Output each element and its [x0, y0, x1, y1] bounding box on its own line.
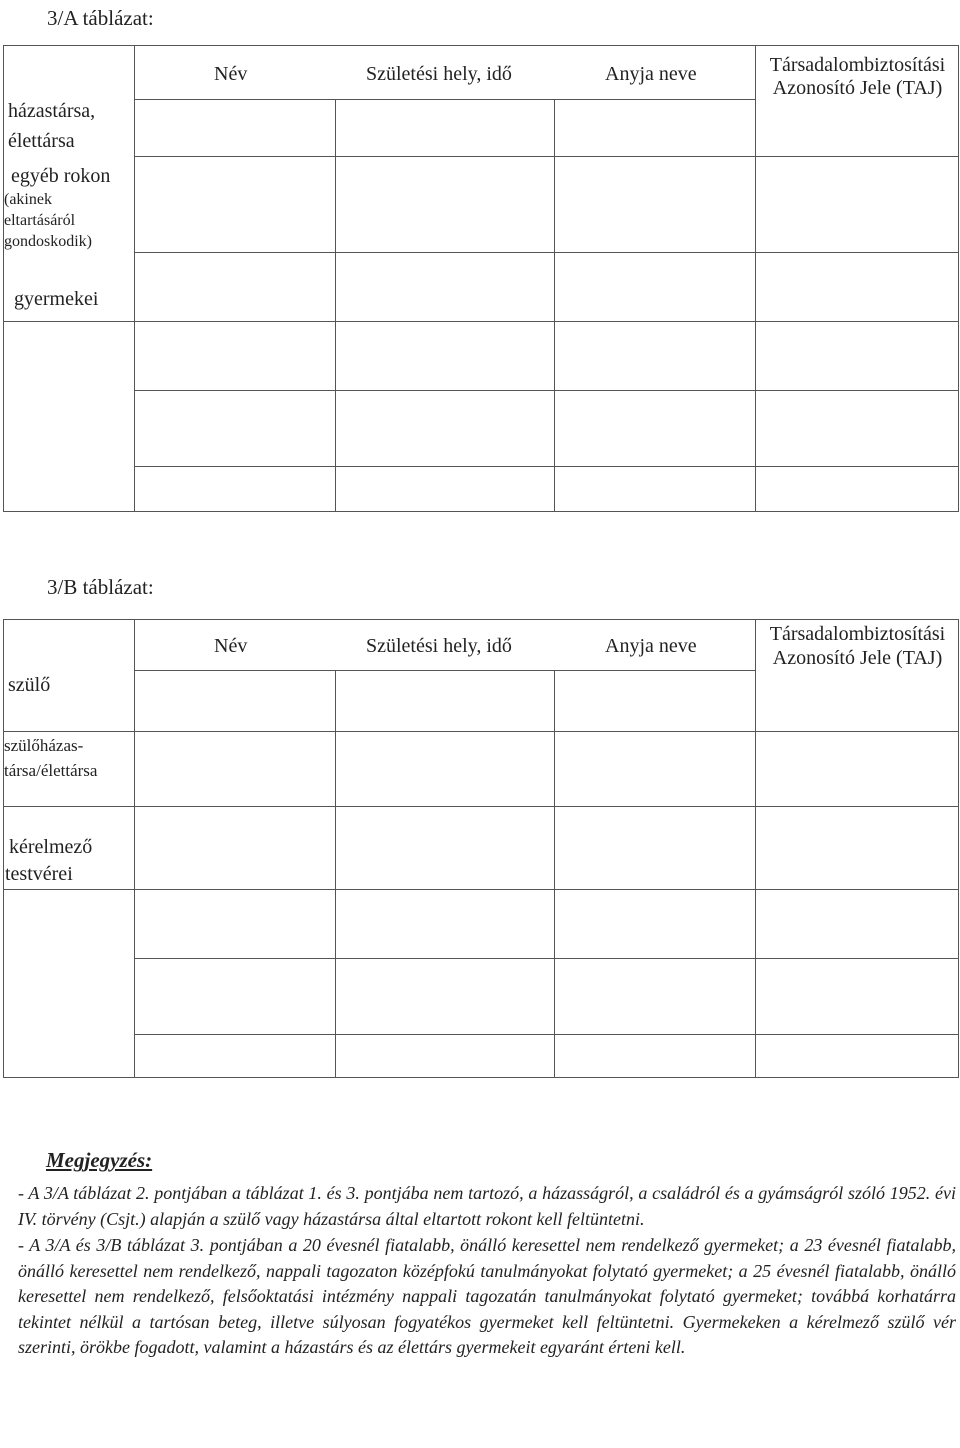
- table-a-header-taj-1: Társadalombiztosítási: [769, 54, 946, 76]
- table-a-row-relative-note-3: gondoskodik): [4, 233, 92, 250]
- table-a-title: 3/A táblázat:: [47, 6, 154, 30]
- table-a-row-line: [134, 390, 959, 391]
- table-b-frame: [3, 619, 959, 1078]
- table-b-row-siblings-2: testvérei: [5, 863, 73, 885]
- table-a-frame: [3, 45, 959, 512]
- table-b-row-line: [134, 958, 959, 959]
- table-a-header-mother: Anyja neve: [605, 63, 697, 85]
- table-a-col-line: [755, 45, 756, 512]
- table-a-header-taj-2: Azonosító Jele (TAJ): [772, 77, 943, 99]
- table-a-col-line: [134, 45, 135, 512]
- table-b-row-line: [134, 1034, 959, 1035]
- table-a-col-line: [554, 99, 555, 512]
- table-b-header-mother: Anyja neve: [605, 635, 697, 657]
- table-a-row-relative: egyéb rokon: [11, 165, 111, 187]
- table-b-header-birth: Születési hely, idő: [366, 635, 512, 657]
- table-b-row-parent-spouse-1: szülőházas-: [4, 736, 84, 755]
- notes-paragraph-1: - A 3/A táblázat 2. pontjában a táblázat 1. és 3. pontjába nem tartozó, a házasságról, a családról és a gyámságról szóló 1952. évi IV. törvény (Csjt.) alapján a szülő vagy házastársa által eltartott rokont kell feltüntetni.: [18, 1183, 956, 1229]
- notes-section: [18, 1148, 956, 1362]
- table-b-header-name: Név: [214, 635, 248, 657]
- table-a-row-spouse-1: házastársa,: [8, 100, 96, 122]
- table-b-row-line: [134, 670, 756, 671]
- table-b-row-parent: szülő: [8, 674, 51, 696]
- notes-paragraph-2: - A 3/A és 3/B táblázat 3. pontjában a 20 évesnél fiatalabb, önálló keresettel nem rendelkező gyermeket; a 23 évesnél fiatalabb, önálló keresettel nem rendelkező, nappali tagozaton középfokú tanulmányokat folytató gyermeket; a 25 évesnél fiatalabb, önálló keresettel nem rendelkező, felsőoktatási intézmény nappali tagozatán tanulmányokat folytató gyermeket; továbbá korhatárra tekintet nélkül a tartósan beteg, illetve súlyosan fogyatékos gyermeket kell feltüntetni. Gyermekeken a kérelmező szülő vér szerinti, örökbe fogadott, valamint a házastárs és az élettárs gyermekeit egyaránt érteni kell.: [18, 1235, 956, 1357]
- table-b-row-line: [3, 889, 959, 890]
- table-a-row-line: [134, 156, 959, 157]
- table-a-row-line: [134, 252, 959, 253]
- table-b-title: 3/B táblázat:: [47, 575, 154, 599]
- table-a-row-line: [134, 466, 959, 467]
- table-a-col-line: [335, 99, 336, 512]
- table-b-col-line: [134, 619, 135, 1078]
- table-a-row-relative-note-2: eltartásáról: [4, 212, 76, 229]
- table-b-row-siblings-1: kérelmező: [9, 836, 93, 858]
- table-a-row-relative-note-1: (akinek: [4, 191, 52, 208]
- table-a-row-line: [3, 321, 959, 322]
- table-b-header-taj-1: Társadalombiztosítási: [769, 623, 946, 645]
- table-a-row-spouse-2: élettársa: [8, 130, 75, 152]
- table-a-row-line: [134, 99, 756, 100]
- notes-title: Megjegyzés:: [46, 1148, 153, 1172]
- table-a-header-birth: Születési hely, idő: [366, 63, 512, 85]
- table-b-row-parent-spouse-2: társa/élettársa: [4, 761, 98, 780]
- table-b-header-taj-2: Azonosító Jele (TAJ): [772, 647, 943, 669]
- table-b-row-line: [3, 731, 959, 732]
- table-b-row-line: [3, 806, 959, 807]
- table-a-header-name: Név: [214, 63, 248, 85]
- table-b-col-line: [755, 619, 756, 1078]
- table-a-row-children: gyermekei: [14, 288, 99, 310]
